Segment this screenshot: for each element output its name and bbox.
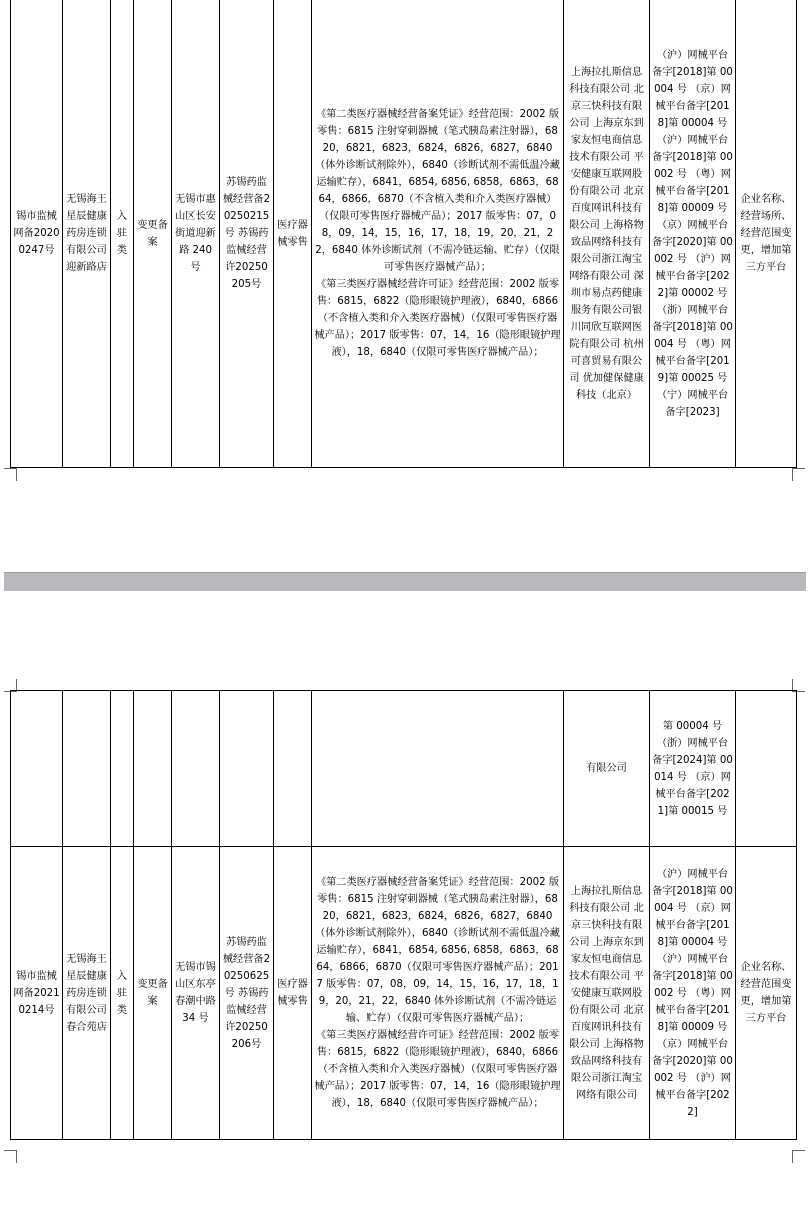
empty-cell <box>63 691 111 847</box>
table-row-continued <box>11 691 797 847</box>
page-separator <box>4 572 806 592</box>
empty-cell <box>172 691 220 847</box>
table-row <box>11 847 797 1140</box>
business-scope <box>312 0 564 468</box>
crop-mark <box>792 1150 805 1163</box>
empty-cell <box>111 691 134 847</box>
platform-companies: 有限公司 <box>564 691 650 847</box>
business-type: 医疗器械零售 <box>274 847 312 1140</box>
scope-class-three: 《第三类医疗器械经营许可证》经营范围：2002 版零售：6815，6822（隐形眼镜护理液），6840，6866（不含植入类和介入类医疗器械）（仅限可零售医疗器械产品）；2017 版零售：07，14，16（隐形眼镜护理液），18，6840（仅限可零售医疗器械产品）； <box>314 279 561 358</box>
category: 入驻类 <box>111 0 134 468</box>
action-type: 变更备案 <box>134 847 172 1140</box>
table-row <box>11 0 797 468</box>
platform-record-numbers: （沪）网械平台备字[2018]第 00004 号 （京）网械平台备字[2018]第 00004 号 （沪）网械平台备字[2018]第 00002 号 （粤）网械平台备字[2018]第 00009 号 （京）网械平台备字[2020]第 00002 号 （沪）网械平台备字[2022]第 00002 号 （浙）网械平台备字[2018]第 00004 号 （粤）网械平台备字[2019]第 00025 号 （宁）网械平台备字[2023] <box>650 0 736 468</box>
business-scope <box>312 847 564 1140</box>
page-1 <box>0 0 810 572</box>
scope-class-three: 《第三类医疗器械经营许可证》经营范围：2002 版零售：6815，6822（隐形眼镜护理液），6840，6866（不含植入类和介入类医疗器械）（仅限可零售医疗器械产品）；2017 版零售：07，14，16（隐形眼镜护理液），18，6840（仅限可零售医疗器械产品）； <box>314 1030 561 1109</box>
category: 入驻类 <box>111 847 134 1140</box>
change-description: 企业名称、经营场所、经营范围变更，增加第三方平台 <box>736 0 797 468</box>
platform-companies: 上海拉扎斯信息科技有限公司 北京三快科技有限公司 上海京东到家友恒电商信息技术有限公司 平安健康互联网股份有限公司 北京百度网讯科技有限公司 上海格物致品网络科技有限公司浙江淘宝网络有限公司 <box>564 847 650 1140</box>
platform-companies: 上海拉扎斯信息科技有限公司 北京三快科技有限公司 上海京东到家友恒电商信息技术有限公司 平安健康互联网股份有限公司 北京百度网讯科技有限公司 上海格物致品网络科技有限公司浙江淘宝网络有限公司 深圳市易点药健康服务有限公司银川同欣互联网医院有限公司 杭州可喜贸易有限公司 优加健保健康科技（北京） <box>564 0 650 468</box>
platform-record-numbers: （沪）网械平台备字[2018]第 00004 号 （京）网械平台备字[2018]第 00004 号 （沪）网械平台备字[2018]第 00002 号 （粤）网械平台备字[2018]第 00009 号 （京）网械平台备字[2020]第 00002 号 （沪）网械平台备字[2022] <box>650 847 736 1140</box>
crop-mark <box>792 468 805 481</box>
crop-mark <box>4 468 17 481</box>
scope-class-two: 《第二类医疗器械经营备案凭证》经营范围：2002 版零售：6815 注射穿刺器械（笔式胰岛素注射器），6820，6821，6823，6824，6826，6827，6840（体外诊断试剂除外），6840（诊断试剂不需低温冷藏运输贮存），6841，6854, 6856, 6858，6863，6864，6866，6870（仅限可零售医疗器械产品）；2017 版零售：07，08，09，14，15，16，17，18，19，20，21，22，6840 体外诊断试剂（不需冷链运输、贮存）（仅限可零售医疗器械产品）； <box>315 877 560 1024</box>
company-name: 无锡海王星辰健康药房连锁有限公司迎新路店 <box>63 0 111 468</box>
registry-table-page-2 <box>10 690 797 1140</box>
action-type: 变更备案 <box>134 0 172 468</box>
scope-class-two: 《第二类医疗器械经营备案凭证》经营范围：2002 版零售：6815 注射穿刺器械（笔式胰岛素注射器），6820，6821，6823，6824，6826，6827，6840（体外诊断试剂除外），6840（诊断试剂不需低温冷藏运输贮存），6841，6854, 6856, 6858，6863，6864，6866，6870（不含植入类和介入类医疗器械）（仅限可零售医疗器械产品）；2017 版零售：07，08，09，14，15，16，17，18，19，20，21，22，6840 体外诊断试剂（不需冷链运输、贮存）（仅限可零售医疗器械产品）； <box>315 109 560 273</box>
license-number: 苏锡药监械经营备20250625号 苏锡药监械经营许20250206号 <box>220 847 274 1140</box>
platform-record-numbers: 第 00004 号 （浙）网械平台备字[2024]第 00014 号 （京）网械平台备字[2021]第 00015 号 <box>650 691 736 847</box>
license-number: 苏锡药监械经营备20250215号 苏锡药监械经营许20250205号 <box>220 0 274 468</box>
change-description: 企业名称、经营范围变更，增加第三方平台 <box>736 847 797 1140</box>
registry-table-page-1 <box>10 0 797 468</box>
business-type: 医疗器械零售 <box>274 0 312 468</box>
page-2 <box>0 591 810 1226</box>
empty-cell <box>274 691 312 847</box>
company-name: 无锡海王星辰健康药房连锁有限公司春合苑店 <box>63 847 111 1140</box>
empty-cell <box>736 691 797 847</box>
record-number: 锡市监械网备20200247号 <box>11 0 63 468</box>
crop-mark <box>4 1150 17 1163</box>
address: 无锡市惠山区长安街道迎新路 240 号 <box>172 0 220 468</box>
empty-cell <box>220 691 274 847</box>
record-number: 锡市监械网备20210214号 <box>11 847 63 1140</box>
empty-cell <box>134 691 172 847</box>
address: 无锡市锡山区东亭春潮中路 34 号 <box>172 847 220 1140</box>
empty-cell <box>312 691 564 847</box>
empty-cell <box>11 691 63 847</box>
